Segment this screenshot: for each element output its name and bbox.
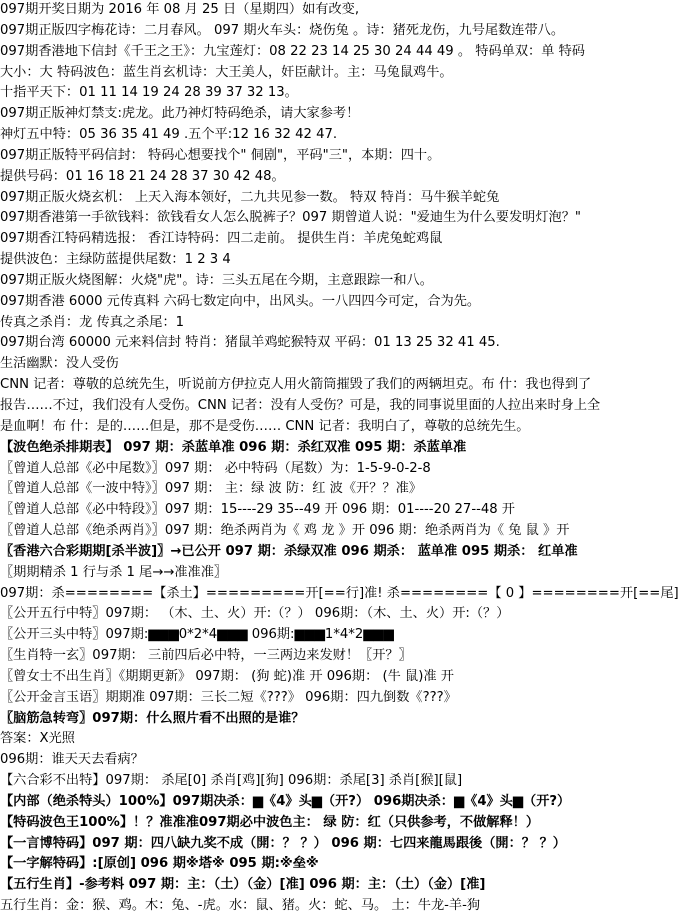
text-line: 【特码波色王100%】！？准准准097期必中波色主： 绿 防：红（只供参考，不做解释！） bbox=[0, 814, 540, 830]
text-line: 〖公开金言玉语〗期期准 097期：三长二短《???》 096期：四九倒数《???》 bbox=[0, 689, 457, 705]
text-line: 【波色绝杀排期表】 097 期：杀蓝单准 096 期：杀红双准 095 期：杀蓝单准 bbox=[0, 439, 467, 455]
text-line: CNN 记者：尊敬的总统先生，听说前方伊拉克人用火箭筒摧毁了我们的两辆坦克。布 什：我也得到了 bbox=[0, 377, 592, 393]
text-line: 〖公开三头中特〗097期:▆▆▆0*2*4▆▆▆ 096期:▆▆▆1*4*2▆▆▆ bbox=[0, 627, 394, 643]
text-line: 〖生肖特一玄〗097期： 三前四后必中特，一三两边来发财！〖开？〗 bbox=[0, 648, 412, 664]
text-line: 〖曾女士不出生肖〗《期期更新》 097期： (狗 蛇)准 开 096期： (牛 鼠)准 开 bbox=[0, 668, 454, 684]
text-line: 097期正版特平码信封： 特码心想要找个" 侗剧"，平码"三"，本期：四十。 bbox=[0, 147, 441, 163]
text-line: 〖曾道人总部《绝杀两肖》〗097 期：绝杀两肖为《 鸡 龙 》开 096 期：绝杀两肖为《 兔 鼠 》开 bbox=[0, 523, 570, 539]
text-line: 097期香港第一手欲钱料：欲钱看女人怎么脱裤子？097 期曾道人说："爱迪生为什么要发明灯泡？" bbox=[0, 210, 581, 226]
text-line: 是血啊！布 什：是的……但是，那不是受伤…… CNN 记者：我明白了，尊敬的总统先生。 bbox=[0, 418, 530, 434]
text-line: 【一言博特码】097 期：四八缺九奖不成（開：？ ？） 096 期：七四来龍馬跟後（開：？ ？） bbox=[0, 835, 566, 851]
text-line: 097期正版四字梅花诗：二月春风。 097 期火车头：烧伤兔 。诗：猪死龙伤，九号尾数连带八。 bbox=[0, 22, 565, 38]
text-line: 〖香港六合彩期期[杀半波]〗→已公开 097 期：杀绿双准 096 期杀： 蓝单准 095 期杀： 红单准 bbox=[0, 543, 578, 559]
text-line: 〖曾道人总部《必中特段》〗097 期：15----29 35--49 开 096 期：01----20 27--48 开 bbox=[0, 502, 515, 518]
text-line: 097期台湾 60000 元来料信封 特肖：猪鼠羊鸡蛇猴特双 平码：01 13 25 32 41 45. bbox=[0, 335, 500, 351]
text-line: 097期香港地下信封《千王之王》：九宝莲灯：08 22 23 14 25 30 24 44 49 。 特码单双：单 特码 bbox=[0, 43, 585, 59]
text-line: 提供号码：01 16 18 21 24 28 37 30 42 48。 bbox=[0, 168, 285, 184]
text-line: 097期：杀========【杀土】=========开[==行]准! 杀========【 0 】========开[==尾] bbox=[0, 585, 679, 601]
text-line: 提供波色：主绿防蓝提供尾数：1 2 3 4 bbox=[0, 252, 231, 268]
text-line: 【一字解特码】:[原创] 096 期※塔※ 095 期:※垒※ bbox=[0, 856, 319, 872]
text-line: 大小：大 特码波色：蓝生肖玄机诗：大王美人，奸臣献计。主：马兔鼠鸡牛。 bbox=[0, 64, 453, 80]
text-line: 五行生肖：金：猴、鸡。木：兔、-虎。水：鼠、猪。火：蛇、马。 土：牛龙-羊-狗 bbox=[0, 898, 481, 914]
text-line: 097期正版火烧图解：火烧"虎"。诗：三头五尾在今期，主意跟踪一和八。 bbox=[0, 272, 433, 288]
text-line: 〖曾道人总部《一波中特》〗097 期： 主：绿 波 防：红 波《开？？准》 bbox=[0, 481, 422, 497]
text-line: 097期香江特码精选报： 香江诗特码：四二走前。 提供生肖：羊虎兔蛇鸡鼠 bbox=[0, 231, 443, 247]
text-line: 〖脑筋急转弯〗097期：什么照片看不出照的是谁？ bbox=[0, 710, 305, 726]
text-line: 【六合彩不出特】097期： 杀尾[0] 杀肖[鸡][狗] 096期：杀尾[3] 杀肖[猴][鼠] bbox=[0, 773, 463, 789]
text-line: 答案：X光照 bbox=[0, 731, 75, 747]
text-line: 十指平天下：01 11 14 19 24 28 39 37 32 13。 bbox=[0, 85, 298, 101]
text-line: 096期：谁天天去看病？ bbox=[0, 752, 144, 768]
text-line: 097期香港 6000 元传真料 六码七数定向中，出风头。一八四四今可定，合为先。 bbox=[0, 293, 481, 309]
text-line: 〖期期精杀 1 行与杀 1 尾→→准准准〗 bbox=[0, 564, 228, 580]
text-line: 【五行生肖】-参考料 097 期：主：（土）（金）[准] 096 期：主：（土）（金）[准] bbox=[0, 877, 486, 893]
text-line: 传真之杀肖：龙 传真之杀尾：1 bbox=[0, 314, 185, 330]
text-line: 生活幽默：没人受伤 bbox=[0, 356, 119, 372]
text-line: 〖公开五行中特〗097期： （木、土、火）开:（？） 096期：（木、土、火）开:（？） bbox=[0, 606, 510, 622]
text-line: 097期正版神灯禁支:虎龙。此乃神灯特码绝杀，请大家参考！ bbox=[0, 106, 360, 122]
text-line: 报告……不过，我们没有人受伤。CNN 记者：没有人受伤？可是，我的同事说里面的人拉出来时身上全 bbox=[0, 397, 601, 413]
text-line: 097期正版火烧玄机： 上天入海本领好，二九共见参一数。 特双 特肖：马牛猴羊蛇兔 bbox=[0, 189, 500, 205]
text-line: 神灯五中特：05 36 35 41 49 .五个平:12 16 32 42 47. bbox=[0, 127, 338, 143]
text-line: 〖曾道人总部《必中尾数》〗097 期： 必中特码（尾数）为：1-5-9-0-2-8 bbox=[0, 460, 431, 476]
text-line: 【内部（绝杀特头）100%】097期决杀：▆《4》头▆（开?） 096期决杀：▆《4》头▆（开?） bbox=[0, 793, 571, 809]
text-line: 097期开奖日期为 2016 年 08 月 25 日（星期四）如有改变, bbox=[0, 2, 360, 17]
